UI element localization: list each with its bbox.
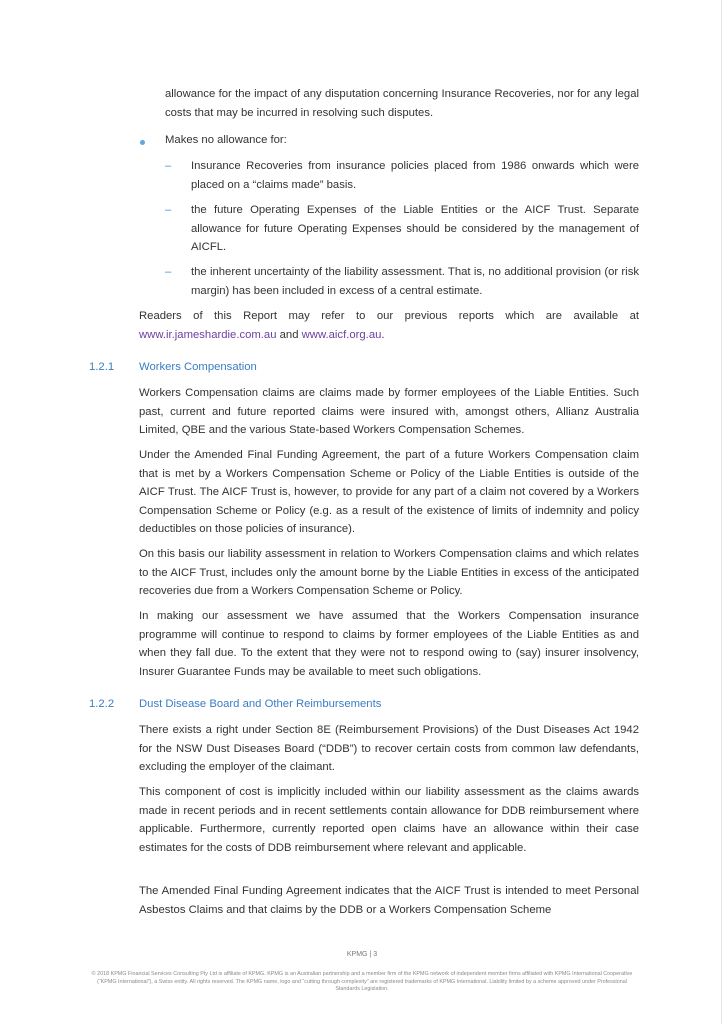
section-number-122: 1.2.2 bbox=[89, 698, 115, 710]
page-edge-divider bbox=[721, 0, 722, 1024]
dash-icon: – bbox=[165, 204, 172, 216]
section-title-workers-compensation: Workers Compensation bbox=[139, 361, 257, 373]
section-number-121: 1.2.1 bbox=[89, 361, 115, 373]
ddb-paragraph-2: This component of cost is implicitly included within our liability assessment as the claims awards made in recent periods and in recent settlements contain allowance for DDB reimbursement where applicable. Furthermore, currently reported open claims have an allowance within their case estimates for the costs of DDB reimbursement where relevant and applicable. bbox=[139, 786, 639, 854]
readers-paragraph bbox=[139, 307, 639, 344]
link-jameshardie[interactable]: www.ir.jameshardie.com.au bbox=[139, 328, 277, 341]
wc-paragraph-3: On this basis our liability assessment in relation to Workers Compensation claims and which relates to the AICF Trust, includes only the amount borne by the Liable Entities in excess of the anticipated recoveries due from a Workers Compensation Scheme or Policy. bbox=[139, 548, 639, 597]
intro-continued-paragraph: allowance for the impact of any disputation concerning Insurance Recoveries, nor for any legal costs that may be incurred in resolving such disputes. bbox=[165, 88, 639, 119]
dash-icon: – bbox=[165, 266, 172, 278]
footer-page-number: KPMG | 3 bbox=[346, 951, 378, 958]
ddb-paragraph-3: The Amended Final Funding Agreement indicates that the AICF Trust is intended to meet Personal Asbestos Claims and that claims by the DDB or a Workers Compensation Scheme bbox=[139, 885, 639, 916]
footer-legal-notice: © 2018 KPMG Financial Services Consulting Pty Ltd is affiliate of KPMG. KPMG is an Australian partnership and a member firm of the KPMG network of independent member firms affiliated with KPMG International Cooperative (“KPMG International”), a Swiss entity. All rights reserved. The KPMG name, logo and “cutting through complexity” are registered trademarks of KPMG International. Liability limited by a scheme approved under Professional Standards Legislation. bbox=[91, 971, 633, 993]
wc-paragraph-4: In making our assessment we have assumed that the Workers Compensation insurance programme will continue to respond to claims by former employees of the Liable Entities as and when they fall due. To the extent that they were not to respond owing to (say) insurer insolvency, Insurer Guarantee Funds may be available to meet such obligations. bbox=[139, 610, 639, 678]
dash-item-inherent-uncertainty: the inherent uncertainty of the liability assessment. That is, no additional provision (or risk margin) has been included in excess of a central estimate. bbox=[191, 266, 639, 297]
bullet-item-no-allowance: Makes no allowance for: bbox=[165, 134, 287, 146]
dash-item-insurance-recoveries: Insurance Recoveries from insurance policies placed from 1986 onwards which were placed on a “claims made” basis. bbox=[191, 160, 639, 191]
ddb-paragraph-1: There exists a right under Section 8E (Reimbursement Provisions) of the Dust Diseases Act 1942 for the NSW Dust Diseases Board (“DDB”) to recover certain costs from common law defendants, excluding the employer of the claimant. bbox=[139, 724, 639, 773]
bullet-dot-icon bbox=[140, 140, 145, 145]
link-aicf[interactable]: www.aicf.org.au bbox=[301, 328, 382, 341]
dash-icon: – bbox=[165, 160, 172, 172]
wc-paragraph-2: Under the Amended Final Funding Agreement, the part of a future Workers Compensation claim that is met by a Workers Compensation Scheme or Policy of the Liable Entities is outside of the AICF Trust. The AICF Trust is, however, to provide for any part of a claim not covered by a Workers Compensation Scheme or Policy (e.g. as a result of the existence of limits of indemnity and policy deductibles on those policies of insurance). bbox=[139, 449, 639, 535]
and-text: and bbox=[279, 328, 299, 341]
dash-item-operating-expenses: the future Operating Expenses of the Liable Entities or the AICF Trust. Separate allowance for future Operating Expenses should be considered by the management of AICFL. bbox=[191, 204, 639, 253]
wc-paragraph-1: Workers Compensation claims are claims made by former employees of the Liable Entities. Such past, current and future reported claims were insured with, amongst others, Allianz Australia Limited, QBE and the various State-based Workers Compensation Schemes. bbox=[139, 387, 639, 436]
section-title-dust-disease-board: Dust Disease Board and Other Reimbursements bbox=[139, 698, 382, 710]
period-text: . bbox=[381, 328, 385, 341]
readers-text: Readers of this Report may refer to our previous reports which are available at bbox=[139, 310, 639, 322]
